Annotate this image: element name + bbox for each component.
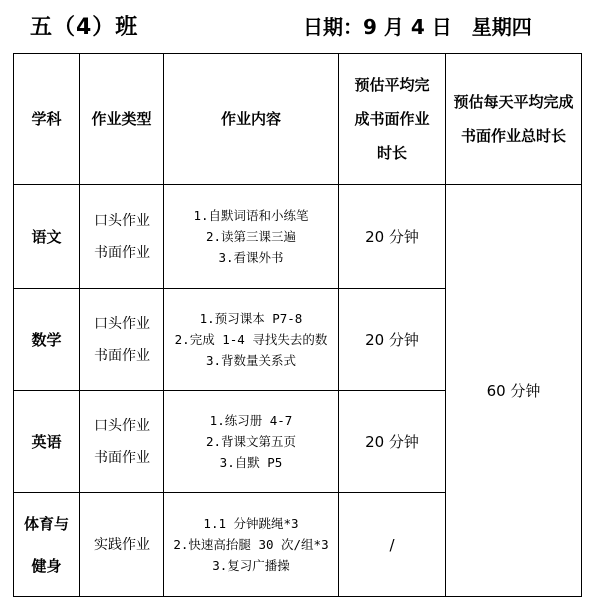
duration-cell: 20 分钟 bbox=[339, 391, 446, 493]
duration-cell: 20 分钟 bbox=[339, 289, 446, 391]
type-item: 书面作业 bbox=[94, 244, 150, 261]
content-cell bbox=[164, 391, 339, 493]
subject-cell bbox=[14, 493, 80, 597]
type-item: 书面作业 bbox=[94, 347, 150, 364]
content-item: 2.背课文第五页 bbox=[205, 434, 297, 449]
content-item: 3.背数量关系式 bbox=[205, 353, 297, 368]
subject-line: 体育与 bbox=[23, 514, 69, 533]
content-item: 2.读第三课三遍 bbox=[205, 229, 297, 244]
content-item: 1.练习册 4-7 bbox=[209, 413, 293, 428]
content-item: 2.快速高抬腿 30 次/组*3 bbox=[173, 537, 329, 552]
subject-line: 健身 bbox=[31, 556, 62, 575]
content-item: 3.自默 P5 bbox=[219, 455, 283, 470]
type-cell bbox=[80, 493, 164, 597]
col-header-avg-duration bbox=[339, 54, 446, 185]
homework-table bbox=[13, 53, 582, 597]
col-header-total-duration-line: 预估每天平均完成 bbox=[453, 93, 574, 111]
col-header-total-duration bbox=[446, 54, 582, 185]
col-header-type: 作业类型 bbox=[80, 54, 164, 185]
duration-cell: 20 分钟 bbox=[339, 185, 446, 289]
type-item: 口头作业 bbox=[94, 315, 150, 332]
class-title: 五（4）班 bbox=[30, 15, 139, 40]
content-item: 3.看课外书 bbox=[218, 250, 284, 265]
col-header-content: 作业内容 bbox=[164, 54, 339, 185]
col-header-avg-duration-line: 时长 bbox=[376, 144, 407, 162]
content-item: 2.完成 1-4 寻找失去的数 bbox=[174, 332, 328, 347]
subject-cell: 数学 bbox=[14, 289, 80, 391]
subject-cell: 英语 bbox=[14, 391, 80, 493]
col-header-avg-duration-line: 预估平均完 bbox=[354, 76, 430, 94]
subject-cell: 语文 bbox=[14, 185, 80, 289]
total-duration-cell: 60 分钟 bbox=[446, 185, 582, 597]
content-cell bbox=[164, 289, 339, 391]
type-item: 口头作业 bbox=[94, 212, 150, 229]
type-cell bbox=[80, 391, 164, 493]
duration-cell: / bbox=[339, 493, 446, 597]
type-item: 实践作业 bbox=[94, 536, 150, 553]
date-line bbox=[303, 11, 532, 40]
type-cell bbox=[80, 289, 164, 391]
type-item: 书面作业 bbox=[94, 449, 150, 466]
table-header-row bbox=[14, 54, 582, 185]
content-item: 1.自默词语和小练笔 bbox=[193, 208, 309, 223]
content-cell bbox=[164, 493, 339, 597]
col-header-total-duration-line: 书面作业总时长 bbox=[460, 127, 566, 145]
col-header-subject: 学科 bbox=[14, 54, 80, 185]
content-item: 3.复习广播操 bbox=[212, 558, 290, 573]
col-header-avg-duration-line: 成书面作业 bbox=[354, 110, 430, 128]
table-row-chinese bbox=[14, 185, 582, 289]
content-item: 1.预习课本 P7-8 bbox=[199, 311, 303, 326]
content-item: 1.1 分钟跳绳*3 bbox=[203, 516, 299, 531]
date-label: 日期：9 月 4 日 bbox=[303, 15, 452, 39]
type-item: 口头作业 bbox=[94, 417, 150, 434]
type-cell bbox=[80, 185, 164, 289]
content-cell bbox=[164, 185, 339, 289]
page-header bbox=[0, 0, 594, 48]
weekday-label: 星期四 bbox=[471, 15, 532, 39]
